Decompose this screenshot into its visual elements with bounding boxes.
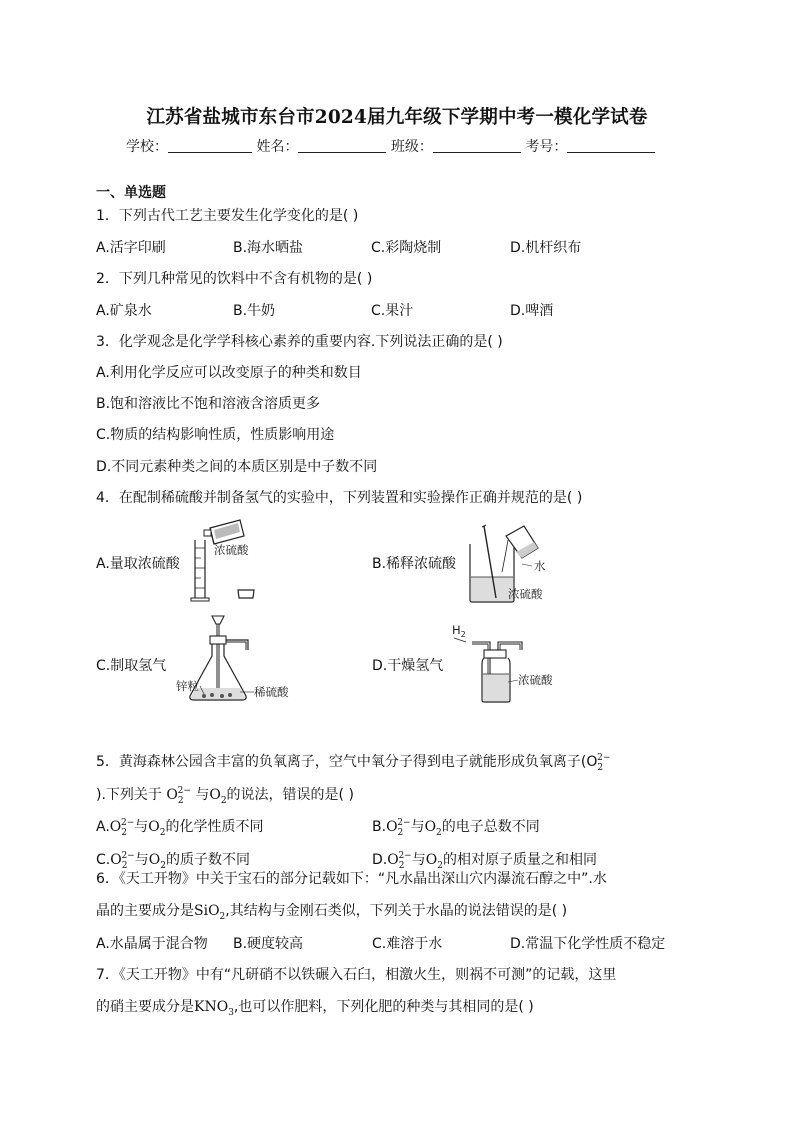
q6-option-a[interactable]: A.水晶属于混合物 xyxy=(96,936,208,952)
reagent-bottle-icon xyxy=(204,520,244,544)
q3-option-c[interactable]: C.物质的结构影响性质，性质影响用途 xyxy=(96,427,335,443)
exam-number-label: 考号： xyxy=(525,139,568,155)
d-acid-label: 浓硫酸 xyxy=(518,673,553,687)
q3-option-a[interactable]: A.利用化学反应可以改变原子的种类和数目 xyxy=(96,365,362,381)
q4-option-b[interactable]: B.稀释浓硫酸 xyxy=(372,556,457,572)
q5-stem-line2: ).下列关于 $O_2^{2-}$ 与$O_2$的说法，错误的是( ) xyxy=(96,786,354,806)
q6-option-b[interactable]: B.硬度较高 xyxy=(233,936,304,952)
q4-option-d[interactable]: D.干燥氢气 xyxy=(372,658,444,674)
exam-number-blank[interactable] xyxy=(567,138,655,153)
student-info-row xyxy=(126,136,655,156)
name-label: 姓名： xyxy=(256,139,299,155)
a-acid-label: 浓硫酸 xyxy=(214,543,249,557)
long-funnel-icon xyxy=(212,616,224,692)
class-label: 班级： xyxy=(390,139,433,155)
q2-option-b[interactable]: B.牛奶 xyxy=(233,303,276,319)
q4-option-c[interactable]: C.制取氢气 xyxy=(96,658,167,674)
name-blank[interactable] xyxy=(298,138,386,153)
sio2-formula: SiO$_2$ xyxy=(194,903,226,922)
q6-stem-line2: 晶的主要成分是SiO$_2$,其结构与金刚石类似，下列关于水晶的说法错误的是( ) xyxy=(96,903,568,922)
pouring-beaker-icon xyxy=(502,526,538,572)
q2-option-d[interactable]: D.啤酒 xyxy=(510,303,554,319)
section-heading: 一、单选题 xyxy=(96,185,166,201)
class-blank[interactable] xyxy=(433,138,521,153)
school-blank[interactable] xyxy=(168,138,252,153)
q6-option-d[interactable]: D.常温下化学性质不稳定 xyxy=(510,936,666,952)
q2-option-c[interactable]: C.果汁 xyxy=(371,303,414,319)
d-gas-label: $H_2$ xyxy=(452,623,466,639)
q1-option-a[interactable]: A.活字印刷 xyxy=(96,240,166,256)
q1-stem: 1．下列古代工艺主要发生化学变化的是( ) xyxy=(96,208,359,224)
q5-option-b[interactable]: $B.O_2^{2-}$与$O_2$的电子总数不同 xyxy=(372,818,540,838)
kno3-formula: $KNO_3$ xyxy=(194,999,234,1018)
hydrogen-generator-diagram xyxy=(172,612,312,708)
graduated-cylinder-diagram xyxy=(188,518,278,602)
gas-washing-bottle-diagram xyxy=(452,622,562,706)
b-water-label: 水 xyxy=(534,559,546,573)
exam-title: 江苏省盐城市东台市2024届九年级下学期中考一模化学试卷 xyxy=(146,107,648,128)
c-zinc-label: 锌粒 xyxy=(176,679,199,693)
q3-option-d[interactable]: D.不同元素种类之间的本质区别是中子数不同 xyxy=(96,459,378,475)
q3-option-b[interactable]: B.饱和溶液比不饱和溶液含溶质更多 xyxy=(96,396,321,412)
school-label: 学校： xyxy=(126,139,168,155)
q1-option-d[interactable]: D.机杆织布 xyxy=(510,240,582,256)
q7-stem-line1: 7．《天工开物》中有“凡研硝不以铁碾入石臼，相激火生，则祸不可测”的记载，这里 xyxy=(96,967,617,983)
q4-option-a[interactable]: A.量取浓硫酸 xyxy=(96,556,180,572)
q2-stem: 2．下列几种常见的饮料中不含有机物的是( ) xyxy=(96,271,373,287)
q6-stem-line1: 6．《天工开物》中关于宝石的部分记载如下：“凡水晶出深山穴内瀑流石醇之中”.水 xyxy=(96,871,607,887)
q5-option-d[interactable]: $D.O_2^{2-}$与$O_2$的相对原子质量之和相同 xyxy=(372,851,597,871)
q1-option-b[interactable]: B.海水晒盐 xyxy=(233,240,304,256)
q1-option-c[interactable]: C.彩陶烧制 xyxy=(371,240,442,256)
dilution-diagram xyxy=(462,522,562,606)
q4-stem: 4．在配制稀硫酸并制备氢气的实验中，下列装置和实验操作正确并规范的是( ) xyxy=(96,490,583,506)
c-acid-label: 稀硫酸 xyxy=(254,685,289,699)
molecule-formula: $O_2$ xyxy=(209,787,227,806)
q7-stem-line2: 的硝主要成分是$KNO_3$,也可以作肥料，下列化肥的种类与其相同的是( ) xyxy=(96,999,534,1018)
q5-option-a[interactable]: $A.O_2^{2-}$与$O_2$的化学性质不同 xyxy=(96,818,264,838)
q2-option-a[interactable]: A.矿泉水 xyxy=(96,303,152,319)
b-acid-label: 浓硫酸 xyxy=(508,587,543,601)
ion-formula: $O_2^{2-}$ xyxy=(166,786,191,806)
q5-stem-line1: 5．黄海森林公园含丰富的负氧离子，空气中氧分子得到电子就能形成负氧离子($O_2^{2-}$ xyxy=(96,753,611,773)
stopper-icon xyxy=(210,636,226,644)
q3-stem: 3．化学观念是化学学科核心素养的重要内容.下列说法正确的是( ) xyxy=(96,334,503,350)
q5-option-c[interactable]: $C.O_2^{2-}$与$O_2$的质子数不同 xyxy=(96,851,250,871)
small-dish-icon xyxy=(238,590,254,598)
wash-bottle-icon xyxy=(482,650,510,702)
cylinder-icon xyxy=(191,540,209,601)
q6-option-c[interactable]: C.难溶于水 xyxy=(372,936,443,952)
